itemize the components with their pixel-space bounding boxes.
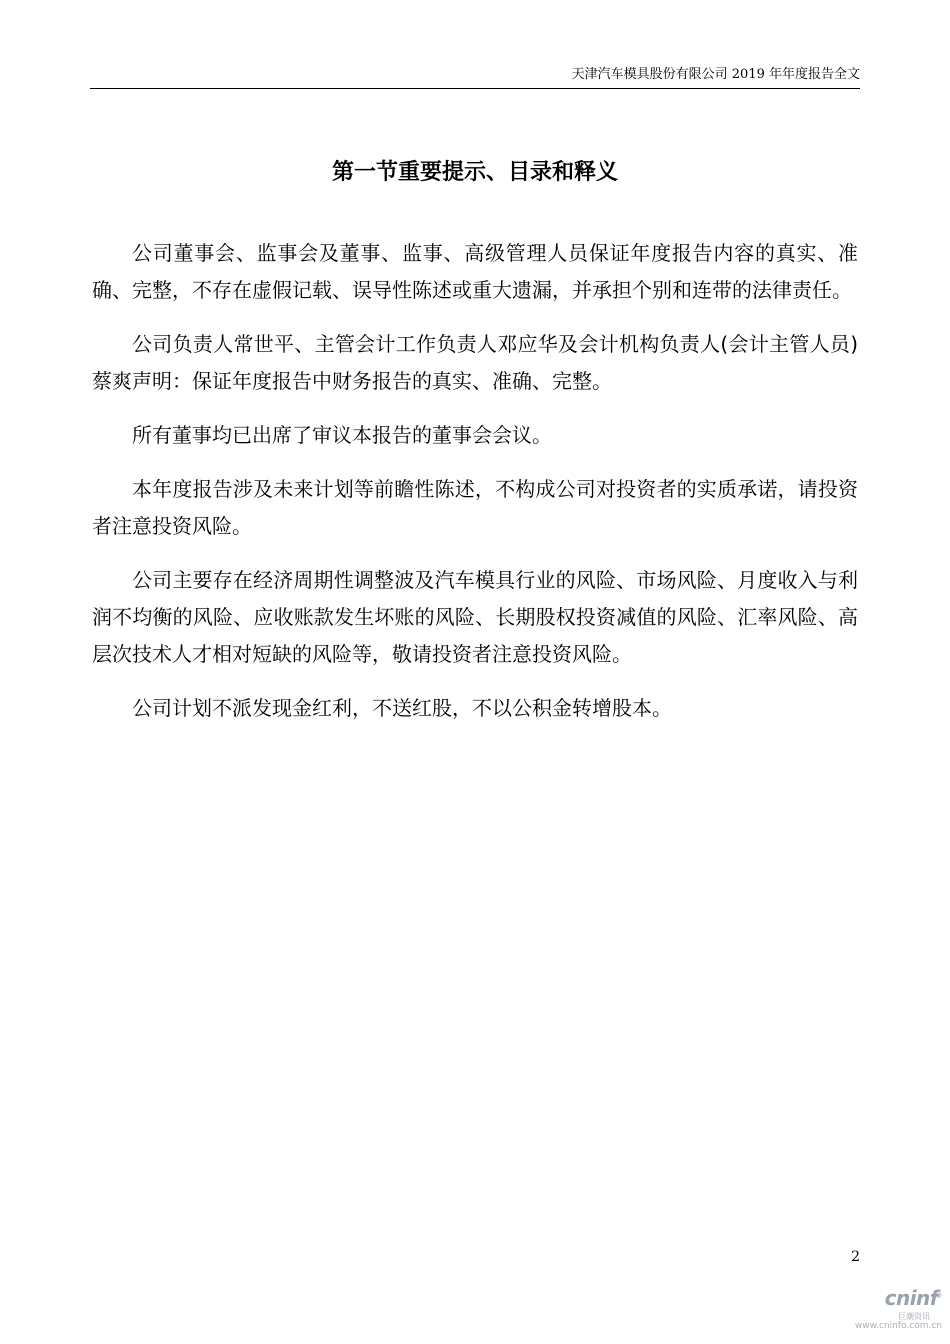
watermark-logo: cninf (884, 1286, 938, 1310)
page-header: 天津汽车模具股份有限公司 2019 年年度报告全文 (571, 67, 860, 82)
watermark-url: www.cninfo.com.cn (854, 1321, 942, 1331)
paragraph-dividend-plan: 公司计划不派发现金红利，不送红股，不以公积金转增股本。 (132, 696, 672, 720)
cninfo-watermark (850, 1286, 942, 1336)
watermark-subtitle: 巨潮资讯 (898, 1312, 930, 1321)
header-rule (90, 88, 860, 89)
paragraph-attendance: 所有董事均已出席了审议本报告的董事会会议。 (132, 423, 552, 447)
document-body (92, 235, 858, 744)
paragraph-risks: 公司主要存在经济周期性调整波及汽车模具行业的风险、市场风险、月度收入与利润不均衡的风险、应收账款发生坏账的风险、长期股权投资减值的风险、汇率风险、高层次技术人才相对短缺的风险等，敬请投资者注意投资风险。 (92, 568, 858, 666)
section-title: 第一节重要提示、目录和释义 (331, 160, 618, 185)
paragraph-forward-looking: 本年度报告涉及未来计划等前瞻性陈述，不构成公司对投资者的实质承诺，请投资者注意投资风险。 (92, 477, 858, 538)
paragraph-board-statement: 公司董事会、监事会及董事、监事、高级管理人员保证年度报告内容的真实、准确、完整，不存在虚假记载、误导性陈述或重大遗漏，并承担个别和连带的法律责任。 (92, 241, 858, 302)
page-number: 2 (851, 1249, 860, 1265)
paragraph-responsible-persons: 公司负责人常世平、主管会计工作负责人邓应华及会计机构负责人(会计主管人员)蔡爽声明：保证年度报告中财务报告的真实、准确、完整。 (92, 332, 858, 393)
